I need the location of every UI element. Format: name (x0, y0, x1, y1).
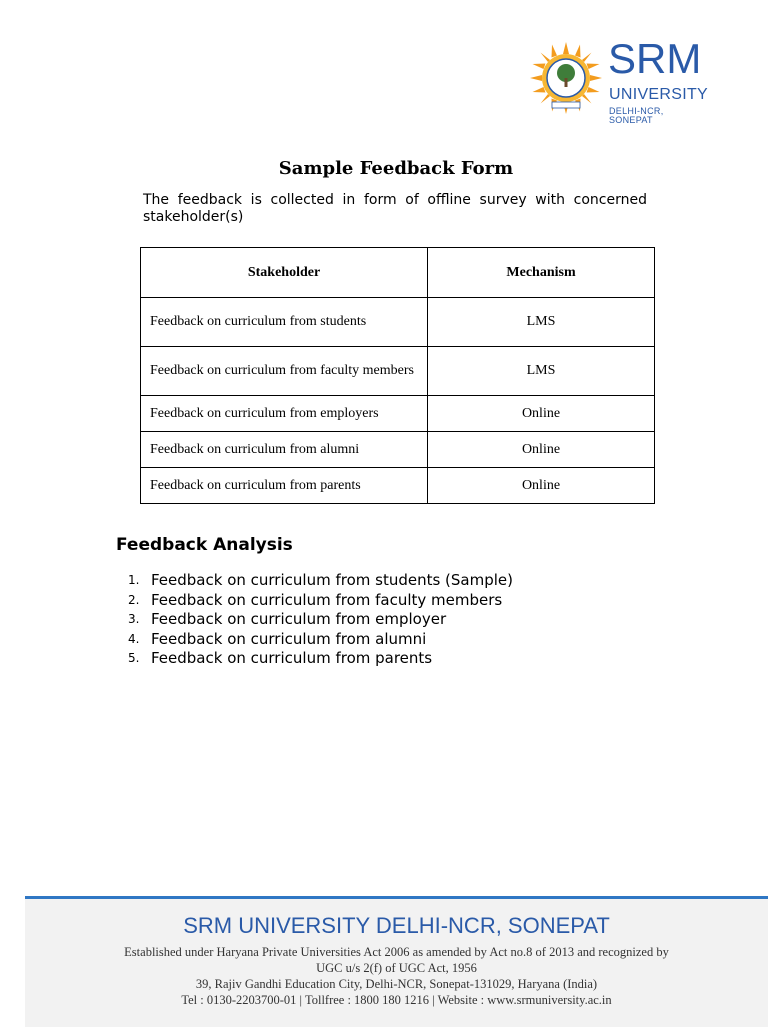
footer-title: SRM UNIVERSITY DELHI-NCR, SONEPAT (183, 913, 610, 938)
mechanism-cell: LMS (428, 347, 655, 396)
logo-subtitle: UNIVERSITY (609, 86, 709, 103)
mechanism-cell: Online (428, 468, 655, 504)
intro-paragraph: The feedback is collected in form of offline survey with concerned stakeholder(s) (143, 192, 647, 225)
page-title: Sample Feedback Form (278, 158, 514, 179)
analysis-list (116, 571, 513, 669)
page-footer (25, 896, 768, 1027)
university-logo (528, 35, 709, 125)
list-item (116, 649, 513, 669)
analysis-heading: Feedback Analysis (116, 535, 293, 555)
footer-address: 39, Rajiv Gandhi Education City, Delhi-NCR, Sonepat-131029, Haryana (India) (195, 977, 598, 991)
list-item-text: Feedback on curriculum from faculty members (151, 590, 503, 609)
mechanism-cell: Online (428, 396, 655, 432)
stakeholder-cell: Feedback on curriculum from employers (141, 396, 428, 432)
stakeholder-cell: Feedback on curriculum from alumni (141, 432, 428, 468)
column-header-mechanism: Mechanism (428, 248, 655, 298)
list-item-text: Feedback on curriculum from employer (151, 610, 447, 629)
list-item (116, 591, 513, 611)
list-item-number: 1. (128, 573, 140, 587)
footer-recognition-line: UGC u/s 2(f) of UGC Act, 1956 (316, 961, 477, 975)
feedback-table (140, 247, 655, 504)
stakeholder-cell: Feedback on curriculum from parents (141, 468, 428, 504)
mechanism-cell: Online (428, 432, 655, 468)
logo-name: SRM (608, 35, 702, 82)
list-item-text: Feedback on curriculum from alumni (151, 629, 427, 648)
table-row (141, 432, 655, 468)
stakeholder-cell: Feedback on curriculum from students (141, 298, 428, 347)
logo-location: DELHI-NCR, SONEPAT (609, 106, 664, 125)
table-header-row (141, 248, 655, 298)
mechanism-cell: LMS (428, 298, 655, 347)
column-header-stakeholder: Stakeholder (141, 248, 428, 298)
stakeholder-cell: Feedback on curriculum from faculty members (141, 347, 428, 396)
list-item (116, 630, 513, 650)
list-item-text: Feedback on curriculum from parents (151, 649, 433, 668)
table-row (141, 298, 655, 347)
table-row (141, 468, 655, 504)
list-item (116, 571, 513, 591)
table-row (141, 396, 655, 432)
list-item-number: 3. (128, 612, 140, 627)
srm-emblem-icon (528, 40, 604, 116)
list-item-number: 4. (128, 631, 140, 646)
list-item (116, 610, 513, 630)
footer-establishment-line: Established under Haryana Private Universities Act 2006 as amended by Act no.8 of 2013 and recognized by (124, 945, 669, 959)
table-row (141, 347, 655, 396)
list-item-text: Feedback on curriculum from students (Sample) (151, 571, 513, 589)
list-item-number: 5. (128, 651, 140, 666)
list-item-number: 2. (128, 592, 140, 607)
footer-contact: Tel : 0130-2203700-01 | Tollfree : 1800 180 1216 | Website : www.srmuniversity.ac.in (181, 993, 612, 1007)
